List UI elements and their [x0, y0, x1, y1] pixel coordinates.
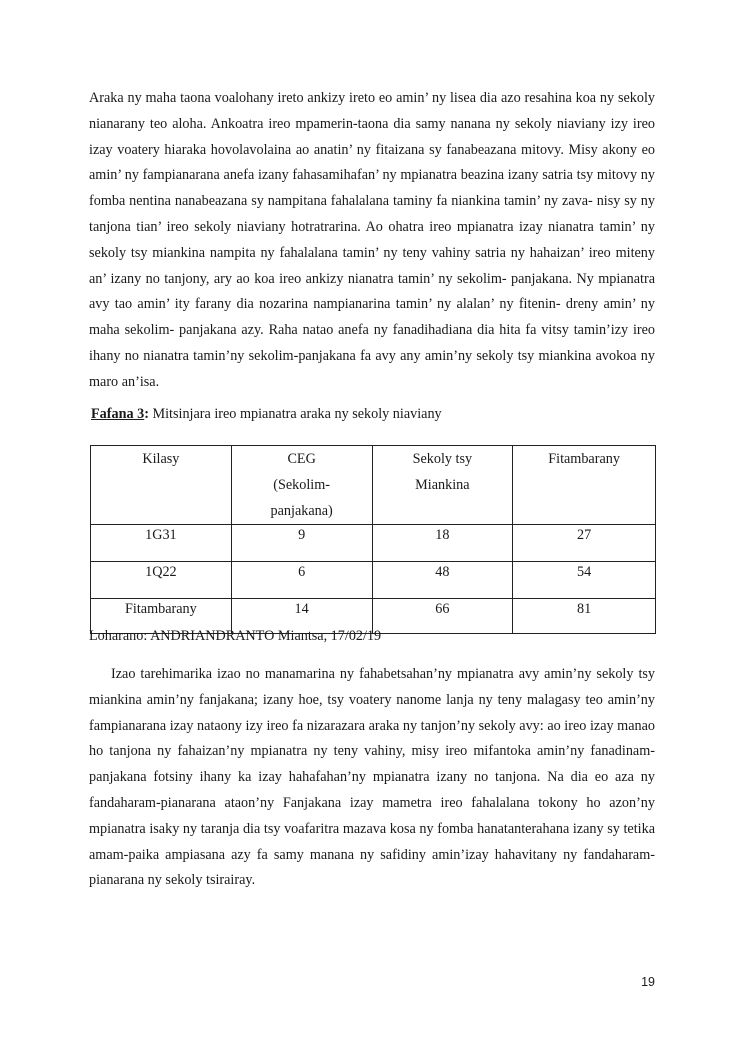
table-cell: 6	[231, 562, 372, 599]
table-cell: 1Q22	[91, 562, 232, 599]
page-number: 19	[641, 975, 655, 989]
table-cell: 81	[513, 599, 656, 634]
header-ceg	[231, 446, 372, 525]
header-kilasy-line: Kilasy	[142, 451, 180, 467]
header-kilasy	[91, 446, 232, 525]
table-header-row	[91, 446, 656, 525]
header-sekoly-line-1: Sekoly tsy	[412, 451, 473, 467]
table-cell: 66	[372, 599, 513, 634]
header-sekoly-tsy-miankina	[372, 446, 513, 525]
table-caption	[91, 406, 442, 423]
table-cell: Fitambarany	[91, 599, 232, 634]
header-ceg-line-3: panjakana)	[270, 503, 333, 519]
header-fitambarany	[513, 446, 656, 525]
table-cell: 27	[513, 525, 656, 562]
table-source: Loharano: ANDRIANDRANTO Miantsa, 17/02/19	[89, 628, 382, 644]
table-cell: 9	[231, 525, 372, 562]
students-origin-table	[90, 445, 656, 634]
table-caption-text: Mitsinjara ireo mpianatra araka ny sekoly niaviany	[148, 406, 442, 422]
table-caption-label: Fafana 3	[91, 406, 145, 422]
header-ceg-line-2: (Sekolim-	[273, 477, 330, 493]
table-cell: 14	[231, 599, 372, 634]
table-cell: 18	[372, 525, 513, 562]
table-row	[91, 525, 656, 562]
table-row	[91, 562, 656, 599]
paragraph-intro: Araka ny maha taona voalohany ireto ankizy ireto eo amin’ ny lisea dia azo resahina koa ny sekoly nianarany teo aloha. Ankoatra ireo mpamerin-taona dia samy nanana ny sekoly niaviany izy ireo izay voatery hiaraka hovolavolaina ao anatin’ ny fitaizana sy fanabeazana mitovy. Misy akony eo amin’ ny fampianarana anefa izany fahasamihafan’ ny mpianatra beazina izany satria tsy mitovy ny fomba nentina nanabeazana sy nampitana fahalalana taminy fa niankina tamin’ ny zava- nisy sy ny tanjona tian’ ireo sekoly niaviany hotratrarina. Ao ohatra ireo mpianatra izay nianatra tamin’ ny sekoly tsy miankina nampita ny fahalalana tamin’ ny teny vahiny satria ny hahaizan’ ireo miteny an’ izany no tanjony, ary ao koa ireo ankizy nianatra tamin’ ny sekolim- panjakana. Ny mpianatra avy tao amin’ ity farany dia nozarina nampianarina tamin’ ny alalan’ ny fitenin- dreny amin’ ny maha sekolim- panjakana azy. Raha natao anefa ny fanadihadiana dia hita fa vitsy tamin’izy ireo ihany no nianatra tamin’ny sekolim-panjakana fa avy any amin’ny sekoly tsy miankina avokoa ny maro an’isa.	[89, 90, 655, 390]
table-cell: 48	[372, 562, 513, 599]
header-fitambarany-line: Fitambarany	[548, 451, 620, 467]
table-caption-colon: :	[144, 406, 149, 422]
table-cell: 54	[513, 562, 656, 599]
table-cell: 1G31	[91, 525, 232, 562]
paragraph-analysis: Izao tarehimarika izao no manamarina ny fahabetsahan’ny mpianatra avy amin’ny sekoly tsy miankina amin’ny fanjakana; izany hoe, tsy voatery nanome lanja ny teny malagasy teo amin’ny fampianarana izay nataony izy ireo fa nizarazara araka ny tanjon’ny sekoly avy: ao ireo izay manao ho tanjona ny fahaizan’ny mpianatra ny teny vahiny, misy ireo mifantoka amin’ny fanadinam-panjakana fotsiny ihany ka izay hahafahan’ny mpianatra izany no tanjona. Na dia eo aza ny fandaharam-pianarana ataon’ny Fanjakana izay mametra ireo fahalalana tokony ho azon’ny mpianatra isaky ny taranja dia tsy voafaritra mazava kosa ny fomba hanatanterahana izany sy tetika amam-paika ampiasana azy fa samy manana ny safidiny amin’izay hahavitany ny fandaharam-pianarana ny sekoly tsirairay.	[89, 666, 655, 889]
header-sekoly-line-2: Miankina	[415, 477, 470, 493]
header-ceg-line-1: CEG	[287, 451, 316, 467]
